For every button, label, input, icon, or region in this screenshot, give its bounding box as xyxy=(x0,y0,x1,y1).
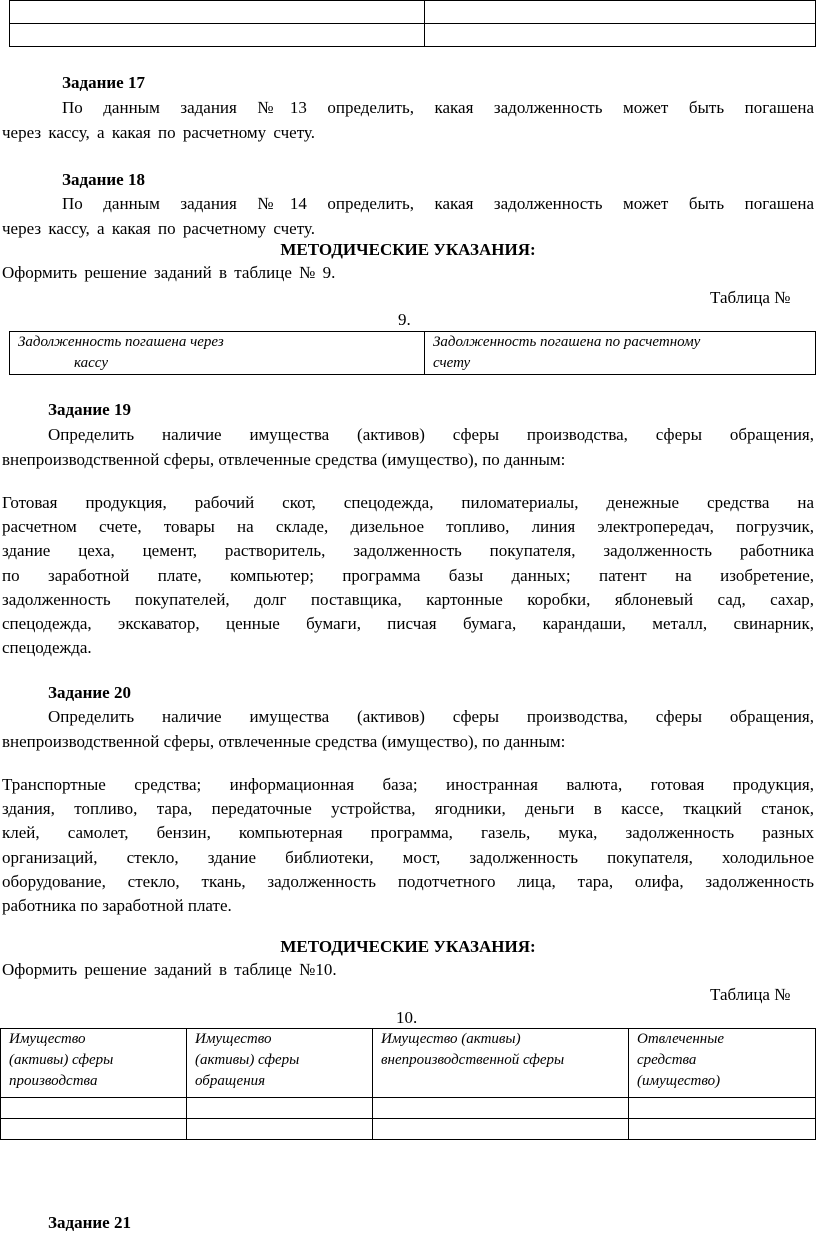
header-line: (активы) сферы xyxy=(9,1052,114,1068)
task19-title: Задание 19 xyxy=(48,400,131,419)
header-line: (имущество) xyxy=(637,1073,721,1089)
table9-caption-a: Таблица № xyxy=(710,288,791,307)
task17-line1: По данным задания №13 определить, какая задолженность может быть погашена xyxy=(62,98,814,117)
table9-header-account-line1: Задолженность погашена по расчетному xyxy=(433,334,701,350)
task17-line2: через кассу, а какая по расчетному счету. xyxy=(2,123,315,142)
task18-title: Задание 18 xyxy=(62,170,145,189)
task19-list-line: спецодежда. xyxy=(2,638,92,658)
method1-heading: МЕТОДИЧЕСКИЕ УКАЗАНИЯ: xyxy=(280,240,536,259)
task20-list-line: Транспортные средства; информационная база; иностранная валюта, готовая продукция, xyxy=(2,775,814,794)
table-row xyxy=(1,1119,816,1140)
table9-header-cash-line2: кассу xyxy=(74,355,109,371)
table-row xyxy=(10,1,816,24)
task19-line1: Определить наличие имущества (активов) сферы производства, сферы обращения, xyxy=(48,425,814,444)
task17-title: Задание 17 xyxy=(62,73,145,92)
task20-list-line: оборудование, стекло, ткань, задолженность подотчетного лица, тара, олифа, задолженность xyxy=(2,871,814,891)
task20-line1: Определить наличие имущества (активов) сферы производства, сферы обращения, xyxy=(48,707,814,726)
table9-header-account xyxy=(425,332,816,375)
table10-header-diverted xyxy=(629,1029,816,1098)
table10-caption-b: 10. xyxy=(396,1008,418,1027)
header-line: Имущество xyxy=(9,1031,86,1047)
table-row xyxy=(1,1098,816,1119)
task19-list-line: задолженность покупателей, долг поставщика, картонные коробки, яблоневый сад, сахар, xyxy=(2,589,814,609)
method2-heading: МЕТОДИЧЕСКИЕ УКАЗАНИЯ: xyxy=(280,937,536,956)
task20-list-line: клей, самолет, бензин, компьютерная программа, газель, мука, задолженность разных xyxy=(2,823,814,843)
task20-list-line: работника по заработной плате. xyxy=(2,896,232,916)
header-line: Имущество (активы) xyxy=(381,1031,521,1047)
table-9 xyxy=(9,331,816,375)
header-line: средства xyxy=(637,1052,697,1068)
task18-line2: через кассу, а какая по расчетному счету. xyxy=(2,219,315,238)
table10-caption-a: Таблица № xyxy=(710,985,791,1004)
header-line: Имущество xyxy=(195,1031,272,1047)
task20-list xyxy=(2,773,814,918)
method1-text: Оформить решение заданий в таблице № 9. xyxy=(2,263,336,282)
task21-title: Задание 21 xyxy=(48,1213,131,1232)
task19-list-line: по заработной плате, компьютер; программа базы данных; патент на изобретение, xyxy=(2,565,814,585)
table10-header-circulation xyxy=(187,1029,373,1098)
top-empty-table xyxy=(9,0,816,47)
header-line: (активы) сферы xyxy=(195,1052,300,1068)
table-row xyxy=(10,332,816,375)
task19-list-line: Готовая продукция, рабочий скот, спецодежда, пиломатериалы, денежные средства на xyxy=(2,493,814,512)
table-row xyxy=(10,24,816,47)
task19-list-line: спецодежда, экскаватор, ценные бумаги, писчая бумага, карандаши, металл, свинарник, xyxy=(2,614,814,634)
task19-list-line: здание цеха, цемент, растворитель, задолженность покупателя, задолженность работника xyxy=(2,541,814,561)
task19-list-line: расчетном счете, товары на складе, дизельное топливо, линия электропередач, погрузчик, xyxy=(2,517,814,537)
task20-title: Задание 20 xyxy=(48,683,131,702)
table9-header-account-line2: счету xyxy=(433,355,471,371)
header-line: производства xyxy=(9,1073,98,1089)
task20-line2: внепроизводственной сферы, отвлеченные средства (имущество), по данным: xyxy=(2,732,566,751)
table-10 xyxy=(0,1028,816,1140)
table9-header-cash xyxy=(10,332,425,375)
task20-list-line: здания, топливо, тара, передаточные устройства, ягодники, деньги в кассе, ткацкий станок, xyxy=(2,799,814,819)
header-line: внепроизводственной сферы xyxy=(381,1052,565,1068)
table-row xyxy=(1,1029,816,1098)
method2-text: Оформить решение заданий в таблице №10. xyxy=(2,960,337,979)
table10-header-nonproduction xyxy=(373,1029,629,1098)
task18-line1: По данным задания №14 определить, какая задолженность может быть погашена xyxy=(62,194,814,213)
task19-list xyxy=(2,491,814,660)
table9-header-cash-line1: Задолженность погашена через xyxy=(18,334,224,350)
task20-list-line: организаций, стекло, здание библиотеки, мост, задолженность покупателя, холодильное xyxy=(2,847,814,867)
header-line: Отвлеченные xyxy=(637,1031,725,1047)
header-line: обращения xyxy=(195,1073,266,1089)
table9-caption-b: 9. xyxy=(398,310,411,329)
task19-line2: внепроизводственной сферы, отвлеченные средства (имущество), по данным: xyxy=(2,450,566,469)
table10-header-production xyxy=(1,1029,187,1098)
